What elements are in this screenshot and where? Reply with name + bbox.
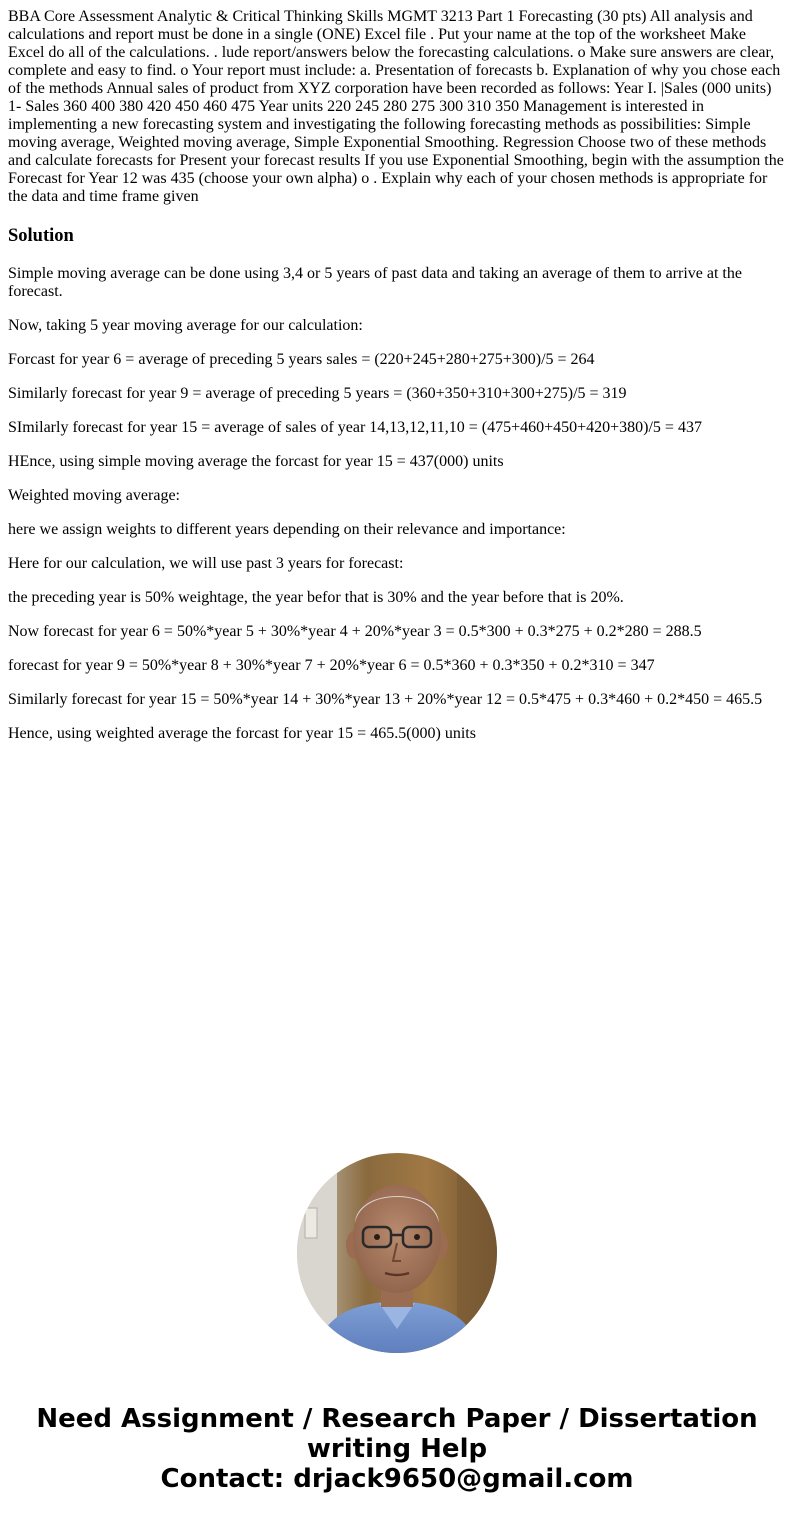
- question-text: BBA Core Assessment Analytic & Critical Thinking Skills MGMT 3213 Part 1 Forecasting (30 pts) All analysis and calculations and report must be done in a single (ONE) Excel file . Put your name at the top of the worksheet Make Excel do all of the calculations. . lude report/answers below the forecasting calculations. o Make sure answers are clear, complete and easy to find. o Your report must include: a. Presentation of forecasts b. Explanation of why you chose each of the methods Annual sales of product from XYZ corporation have been recorded as follows: Year I. |Sales (000 units) 1- Sales 360 400 380 420 450 460 475 Year units 220 245 280 275 300 310 350 Management is interested in implementing a new forecasting system and investigating the following forecasting methods as possibilities: Simple moving average, Weighted moving average, Simple Exponential Smoothing. Regression Choose two of these methods and calculate forecasts for Present your forecast results If you use Exponential Smoothing, begin with the assumption the Forecast for Year 12 was 435 (choose your own alpha) o . Explain why each of your chosen methods is appropriate for the data and time frame given: [8, 8, 784, 205]
- ad-line-1: Need Assignment / Research Paper / Dissertation: [36, 1404, 758, 1434]
- answer-paragraph: SImilarly forecast for year 15 = average of sales of year 14,13,12,11,10 = (475+460+450+420+380)/5 = 437: [8, 419, 702, 436]
- answer-paragraph: Similarly forecast for year 9 = average of preceding 5 years = (360+350+310+300+275)/5 = 319: [8, 385, 627, 402]
- answer-paragraph: Now forecast for year 6 = 50%*year 5 + 30%*year 4 + 20%*year 3 = 0.5*300 + 0.3*275 + 0.2*280 = 288.5: [8, 623, 702, 640]
- assignment-help-ad: [0, 1404, 794, 1494]
- answer-paragraph: the preceding year is 50% weightage, the year befor that is 30% and the year before that is 20%.: [8, 589, 624, 606]
- solution-body: [8, 265, 786, 743]
- author-portrait-icon: [297, 1153, 497, 1353]
- ad-line-2: writing Help: [306, 1434, 488, 1464]
- answer-paragraph: Now, taking 5 year moving average for our calculation:: [8, 317, 363, 334]
- answer-paragraph: here we assign weights to different years depending on their relevance and importance:: [8, 521, 566, 538]
- solution-heading: Solution: [8, 226, 74, 246]
- document-body: [8, 8, 786, 743]
- answer-paragraph: Forcast for year 6 = average of preceding 5 years sales = (220+245+280+275+300)/5 = 264: [8, 351, 595, 368]
- answer-paragraph: Simple moving average can be done using 3,4 or 5 years of past data and taking an average of them to arrive at the forecast.: [8, 265, 742, 300]
- answer-paragraph: Here for our calculation, we will use past 3 years for forecast:: [8, 555, 404, 572]
- author-avatar: [297, 1153, 497, 1353]
- answer-paragraph: Weighted moving average:: [8, 487, 180, 504]
- answer-paragraph: HEnce, using simple moving average the forcast for year 15 = 437(000) units: [8, 453, 504, 470]
- answer-paragraph: Similarly forecast for year 15 = 50%*year 14 + 30%*year 13 + 20%*year 12 = 0.5*475 + 0.3*460 + 0.2*450 = 465.5: [8, 691, 763, 708]
- answer-paragraph: forecast for year 9 = 50%*year 8 + 30%*year 7 + 20%*year 6 = 0.5*360 + 0.3*350 + 0.2*310 = 347: [8, 657, 655, 674]
- ad-contact-line: Contact: drjack9650@gmail.com: [160, 1464, 634, 1494]
- answer-paragraph: Hence, using weighted average the forcast for year 15 = 465.5(000) units: [8, 725, 476, 742]
